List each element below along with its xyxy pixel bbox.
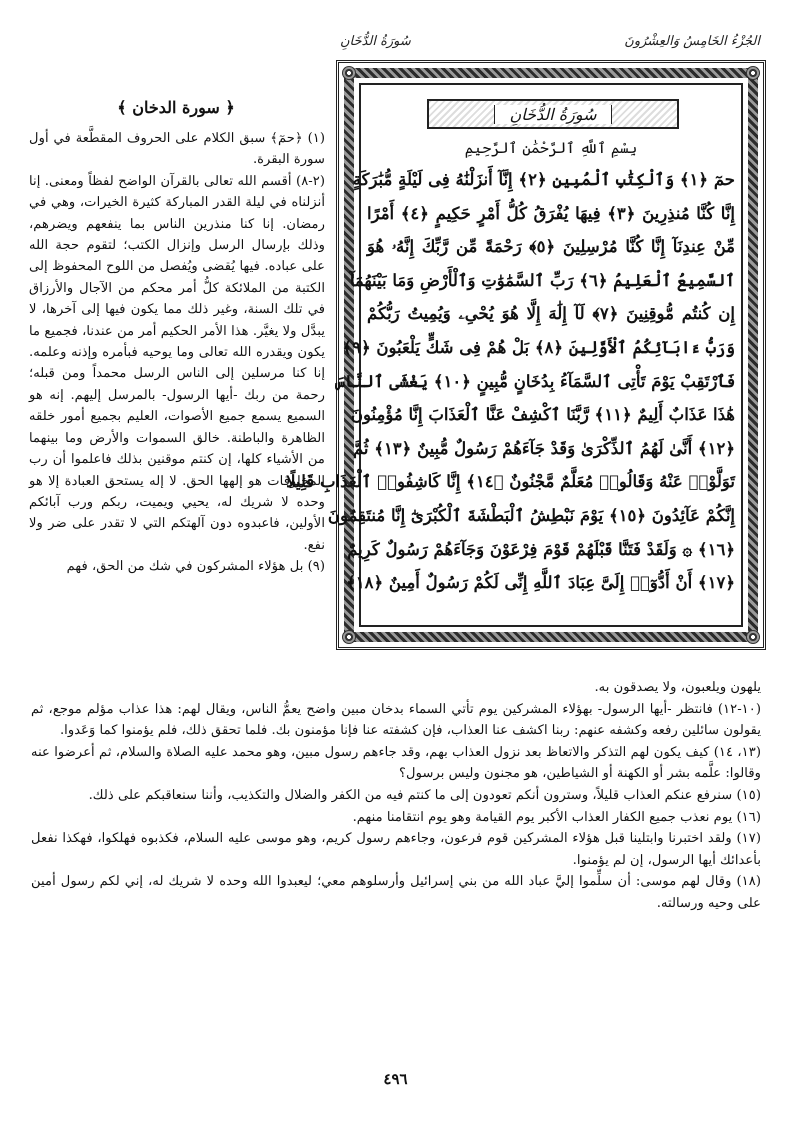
- quran-line: حمٓ ﴿١﴾ وَٱلْكِتَٰبِ ٱلْمُبِينِ ﴿٢﴾ إِنَّآ أَنزَلْنَٰهُ فِى لَيْلَةٍ مُّبَٰرَكَةٍ: [352, 170, 735, 189]
- corner-rosette-icon: [342, 630, 356, 644]
- tafsir-paragraph: يلهون ويلعبون، ولا يصدقون به.: [594, 680, 761, 695]
- tafsir-surah-heading: ﴿ سورة الدخان ﴾: [117, 98, 235, 117]
- quran-line: تَوَلَّوْا۟ عَنْهُ وَقَالُوا۟ مُعَلَّمٌ مَّجْنُونٌ ﴿١٤﴾ إِنَّا كَاشِفُوا۟ ٱلْعَذَابِ قَلِيلًا: [286, 472, 735, 492]
- basmala: بِسْمِ ٱللَّهِ ٱلرَّحْمَٰنِ ٱلرَّحِيمِ: [464, 139, 638, 157]
- quran-line: ٱلسَّمِيعُ ٱلْعَلِيمُ ﴿٦﴾ رَبِّ ٱلسَّمَٰوَٰتِ وَٱلْأَرْضِ وَمَا بَيْنَهُمَآ: [349, 270, 735, 290]
- tafsir-side-column: [29, 128, 325, 578]
- tafsir-paragraph: (١٧) ولقد اختبرنا وابتلينا قبل هؤلاء المشركين قوم فرعون، وجاءهم رسول كريم، وهو موسى عليه السلام، فكذبوه فهلكوا، فهكذا نفعل بأعدائك أيها الرسول، إن لم يؤمنوا.: [31, 831, 761, 868]
- surah-title-cartouche: [427, 99, 679, 129]
- quran-line: مِّنْ عِندِنَآ إِنَّا كُنَّا مُرْسِلِينَ ﴿٥﴾ رَحْمَةً مِّن رَّبِّكَ إِنَّهُۥ هُوَ: [367, 237, 735, 257]
- quran-line: ﴿١٧﴾ أَنْ أَدُّوٓا۟ إِلَىَّ عِبَادَ ٱللَّهِ إِنِّى لَكُمْ رَسُولٌ أَمِينٌ ﴿١٨﴾: [346, 573, 735, 593]
- quran-line: فَٱرْتَقِبْ يَوْمَ تَأْتِى ٱلسَّمَآءُ بِدُخَانٍ مُّبِينٍ ﴿١٠﴾ يَغْشَى ٱلنَّاسَ: [335, 371, 735, 391]
- corner-rosette-icon: [746, 66, 760, 80]
- page-number: ٤٩٦: [383, 1070, 408, 1088]
- tafsir-paragraph: (٢-٨) أقسم الله تعالى بالقرآن الواضح لفظاً ومعنى. إنا أنزلناه في ليلة القدر المباركة كثيرة الخيرات، وهي في رمضان. إنا كنا منذرين الناس بما ينفعهم ويضرهم، وذلك بإرسال الرسل وإنزال الكتب؛ لتقوم حجة الله على عباده. فيها يُقضى ويُفصل من اللوح المحفوظ إلى الكتبة من الملائكة كلُّ أمر محكم من الآجال والأرزاق في تلك السنة، وغير ذلك مما يكون فيها إلى آخرها، لا يبدَّل ولا يغيَّر. هذا الأمر الحكيم أمر من عندنا، فجميع ما يكون ويقدره الله تعالى وما يوحيه فبأمره وإذنه وعلمه. إنا كنا مرسلين إلى الناس الرسل محمداً ومن قبله؛ رحمة من ربك -أيها الرسول- بالمرسل إليهم. إنه هو السميع يسمع جميع الأصوات، العليم بجميع أمور خلقه الظاهرة والباطنة. خالق السموات والأرض وما بينهما من الأشياء كلها، إن كنتم موقنين بذلك فاعلموا أن رب المخلوقات هو إلهها الحق. لا إله يستحق العبادة إلا هو وحده لا شريك له، يحيي ويميت، ربكم ورب آبائكم الأولين، فاعبدوه دون آلهتكم التي لا تقدر على ضر ولا نفع.: [29, 173, 325, 553]
- tafsir-paragraph: (١٣، ١٤) كيف يكون لهم التذكر والاتعاظ بعد نزول العذاب بهم، وقد جاءهم رسول مبين، وهو محمد عليه الصلاة والسلام، ثم أعرضوا عنه وقالوا: علَّمه بشر أو الكهنة أو الشياطين، هو مجنون وليس برسول؟: [31, 744, 761, 782]
- tafsir-paragraph: (١٦) يوم نعذب جميع الكفار العذاب الأكبر يوم القيامة وهو يوم انتقامنا منهم.: [352, 809, 761, 825]
- running-head-surah: سُورَةُ الدُّخَانِ: [340, 33, 411, 49]
- corner-rosette-icon: [342, 66, 356, 80]
- tafsir-heading-block: [31, 98, 321, 121]
- tafsir-paragraph: (١) ﴿حمٓ﴾ سبق الكلام على الحروف المقطَّعة في أول سورة البقرة.: [29, 131, 325, 168]
- quran-line: وَرَبُّ ءَابَآئِكُمُ ٱلْأَوَّلِينَ ﴿٨﴾ بَلْ هُمْ فِى شَكٍّ يَلْعَبُونَ ﴿٩﴾: [342, 337, 735, 357]
- quran-text: [286, 163, 736, 600]
- running-head: [340, 30, 760, 52]
- quran-line: ﴿١٢﴾ أَنَّىٰ لَهُمُ ٱلذِّكْرَىٰ وَقَدْ جَآءَهُمْ رَسُولٌ مُّبِينٌ ﴿١٣﴾ ثُمَّ: [352, 438, 735, 458]
- tafsir-wide-column: [31, 677, 761, 915]
- surah-title: سُورَةُ الدُّخَانِ: [494, 105, 611, 124]
- mushaf-frame: [286, 60, 766, 650]
- tafsir-paragraph: (١٠-١٢) فانتظر -أيها الرسول- بهؤلاء المشركين يوم تأتي السماء بدخان مبين واضح يعمُّ الناس، ويقال لهم: هذا عذاب مؤلم موجع، ثم يقولون سائلين رفعه وكشفه عنهم: ربنا اكشف عنا العذاب، فإن كشفته عنا فإنا مؤمنون بك. فلما تحقق ذلك، فلم يؤمنوا كما وَعَدوا.: [31, 701, 761, 739]
- running-head-part: الجُزْءُ الخَامِسُ وَالعِشْرُونَ: [624, 33, 760, 49]
- tafsir-paragraph: (١٥) سنرفع عنكم العذاب قليلاً، وسترون أنكم تعودون إلى ما كنتم فيه من الكفر والضلال والتكذيب، وأننا سنعاقبكم على ذلك.: [88, 787, 761, 803]
- quran-line: إِنَّكُمْ عَآئِدُونَ ﴿١٥﴾ يَوْمَ نَبْطِشُ ٱلْبَطْشَةَ ٱلْكُبْرَىٰٓ إِنَّا مُنتَقِمُونَ: [327, 505, 735, 525]
- quran-line: إِنَّا كُنَّا مُنذِرِينَ ﴿٣﴾ فِيهَا يُفْرَقُ كُلُّ أَمْرٍ حَكِيمٍ ﴿٤﴾ أَمْرًا: [367, 203, 735, 223]
- corner-rosette-icon: [746, 630, 760, 644]
- tafsir-paragraph: (٩) بل هؤلاء المشركون في شك من الحق، فهم: [66, 559, 325, 575]
- quran-line: إِن كُنتُم مُّوقِنِينَ ﴿٧﴾ لَآ إِلَٰهَ إِلَّا هُوَ يُحْىِۦ وَيُمِيتُ رَبُّكُمْ: [367, 304, 736, 324]
- quran-line: هَٰذَا عَذَابٌ أَلِيمٌ ﴿١١﴾ رَّبَّنَا ٱكْشِفْ عَنَّا ٱلْعَذَابَ إِنَّا مُؤْمِنُونَ: [350, 405, 735, 425]
- quran-line: ﴿١٦﴾ ۞ وَلَقَدْ فَتَنَّا قَبْلَهُمْ قَوْمَ فِرْعَوْنَ وَجَآءَهُمْ رَسُولٌ كَرِيمٌ: [347, 539, 735, 559]
- tafsir-paragraph: (١٨) وقال لهم موسى: أن سلِّموا إليَّ عباد الله من بني إسرائيل وأرسلوهم معي؛ ليعبدوا الله وحده لا شريك له، إني لكم رسول أمين على وحيه ورسالته.: [31, 874, 761, 911]
